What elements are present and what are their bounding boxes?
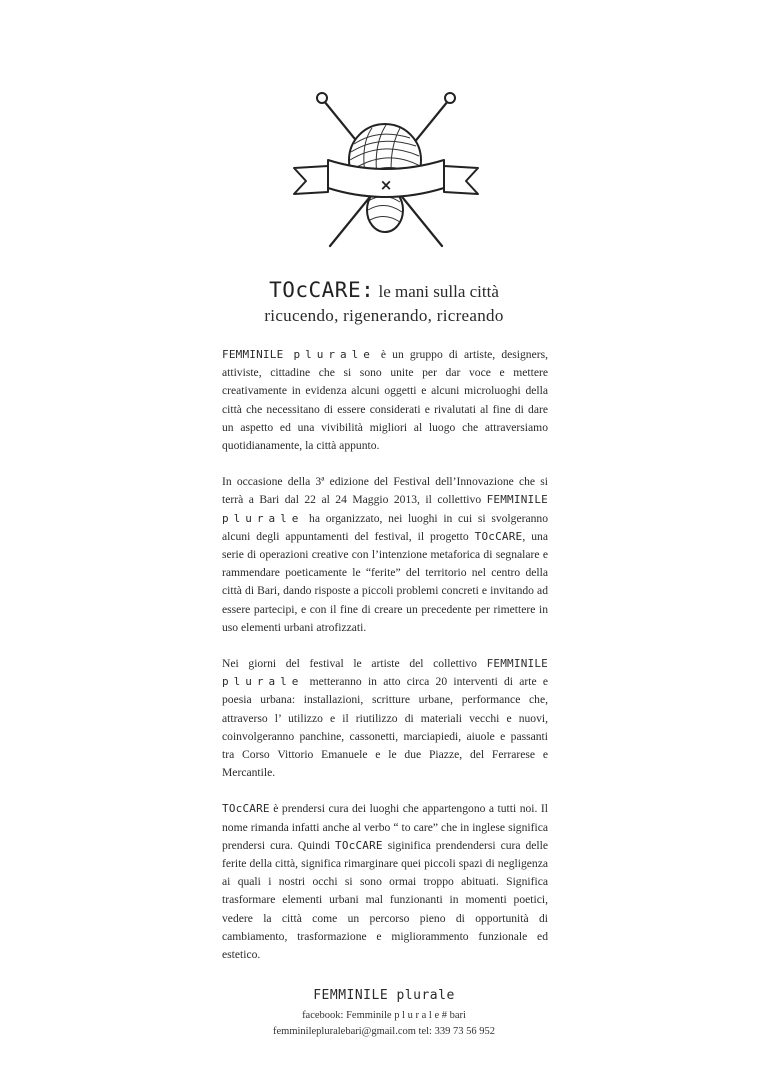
paragraph-4 bbox=[222, 800, 548, 964]
paragraph-text: è un gruppo di artiste, designers, attiviste, cittadine che si sono unite per dar voce e mettere creativamente in evidenza alcuni oggetti e alcuni microluoghi della città che necessitano di essere considerati e rivalutati al fine di dare un aspetto ed una vivibilità migliori al luogo che attraversiamo quotidianamente, la città appunto. bbox=[222, 348, 549, 453]
brand-name-spaced: plurale bbox=[222, 675, 304, 689]
page-title bbox=[0, 278, 768, 302]
brand-name: FEMMINILE bbox=[222, 348, 294, 361]
paragraph-text: , una serie di operazioni creative con l’intenzione metaforica di segnalare e rammendare poeticamente le “ferite” del territorio nel centro della città di Bari, dando risposte a piccoli problemi concreti e invitando ad essere partecipi, e con il fine di creare un precedente per rimettere in uso elementi urbani atrofizzati. bbox=[222, 529, 548, 634]
paragraph-text: metteranno in atto circa 20 interventi di arte e poesia urbana: installazioni, scritture urbane, performance che, attraverso l’ utilizzo e il riutilizzo di materiali vecchi e nuovi, coinvolgeranno panchine, cassonetti, marciapiedi, aiuole e passanti tra Corso Vittorio Emanuele e le due Piazze, del Ferrarese e Mercantile. bbox=[222, 675, 548, 780]
paragraph-2 bbox=[222, 473, 548, 637]
paragraph-text: ha organizzato, nei luoghi in cui si svolgeranno alcuni degli appuntamenti del festival, il progetto bbox=[222, 511, 548, 543]
title-rest: le mani sulla città bbox=[374, 282, 499, 301]
page-subtitle: ricucendo, rigenerando, ricreando bbox=[264, 306, 504, 325]
title-brand: TOcCARE: bbox=[269, 278, 375, 302]
yarn-ball-knitting-needles-icon bbox=[288, 88, 484, 254]
brand-name: FEMMINILE bbox=[486, 493, 548, 507]
project-name: TOcCARE bbox=[474, 529, 523, 543]
brand-name: FEMMINILE bbox=[486, 657, 548, 671]
project-name: TOcCARE bbox=[335, 838, 383, 852]
paragraph-1 bbox=[222, 346, 548, 455]
body-text bbox=[222, 346, 548, 982]
paragraph-text: In occasione della 3ª edizione del Festival dell’Innovazione che si terrà a Bari dal 22 al 24 Maggio 2013, il collettivo bbox=[222, 475, 548, 507]
footer-contact: femminilepluralebari@gmail.com tel: 339 73 56 952 bbox=[273, 1026, 495, 1037]
paragraph-text: Nei giorni del festival le artiste del collettivo bbox=[222, 657, 487, 671]
brand-name-spaced: plurale bbox=[293, 348, 375, 361]
paragraph-text: siginifica prendendersi cura delle ferite della città, significa rimarginare quei piccoli spazi di negligenza ai quali i nostri occhi si sono ormai troppo abituati. Significa trasformare elementi urbani mal funzionanti in momenti poetici, vedere la città come un percorso pieno di opportunità di cambiamento, trasformazione e migliorammento funzionale ed estetico. bbox=[222, 838, 549, 962]
paragraph-text: è prendersi cura dei luoghi che appartengono a tutti noi. Il nome rimanda infatti anche al verbo “ to care” che in inglese significa prendersi cura. Quindi bbox=[222, 802, 548, 852]
footer-brand: FEMMINILE plurale bbox=[313, 988, 455, 1003]
footer-facebook: facebook: Femminile p l u r a l e # bari bbox=[302, 1010, 466, 1021]
brand-name-spaced: plurale bbox=[222, 511, 304, 525]
paragraph-3 bbox=[222, 655, 548, 782]
banner-x-mark: × bbox=[379, 176, 393, 194]
project-name: TOcCARE bbox=[222, 802, 270, 816]
